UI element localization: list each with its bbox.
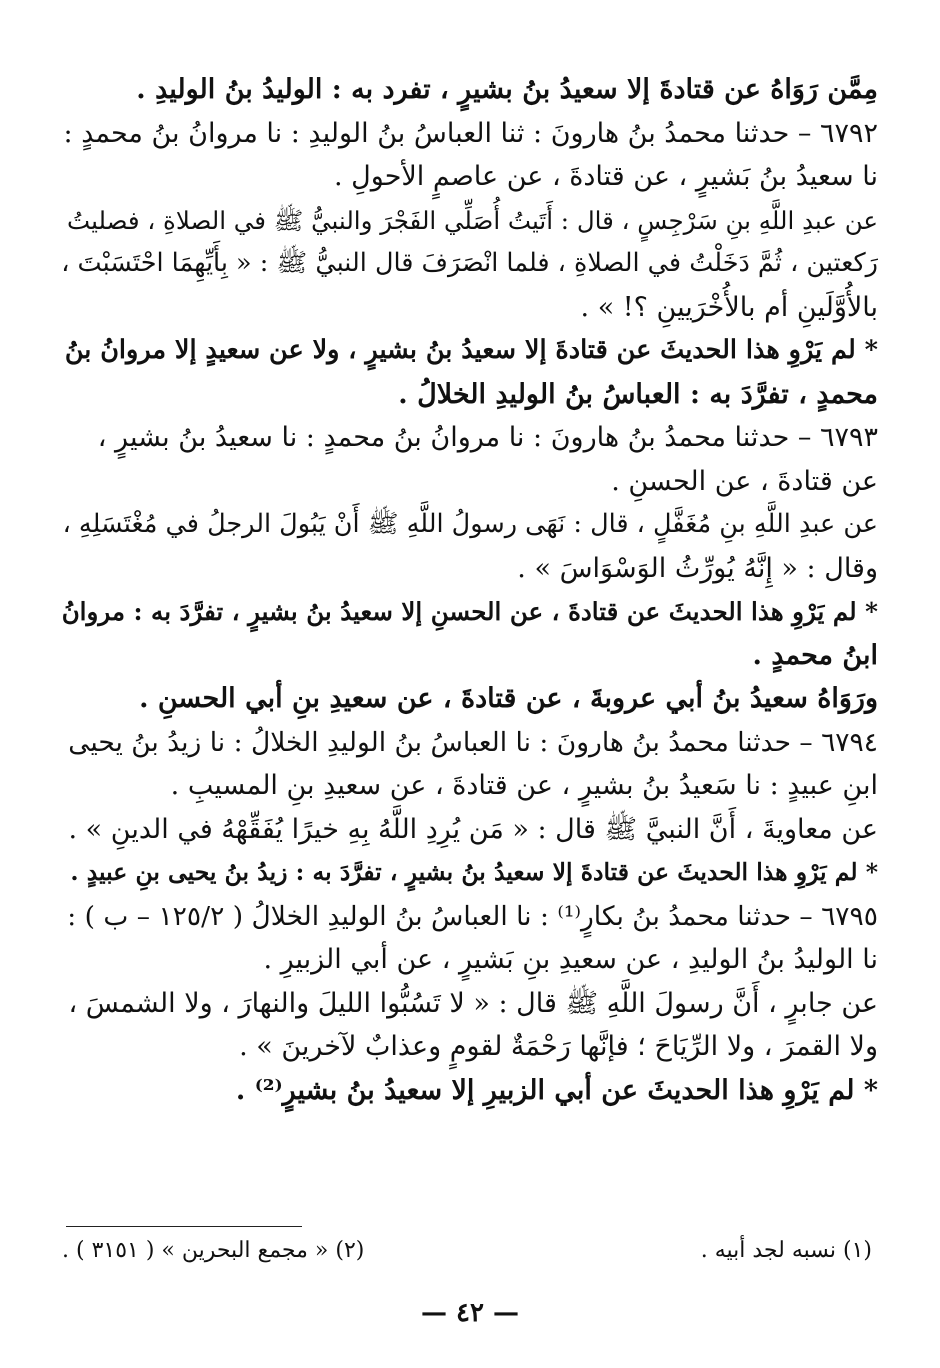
text-line: محمدٍ ، تفرَّدَ به : العباسُ بنُ الوليدِ الخلالُ . bbox=[398, 378, 878, 410]
text-line: رَكعتين ، ثُمَّ دَخَلْتُ في الصلاةِ ، فلما انْصَرَفَ قال النبيُّ ﷺ : « بِأَيِّهِمَا احْتَسَبْتَ ، bbox=[61, 248, 878, 278]
text-line: عن عبدِ اللَّهِ بنِ سَرْجِسٍ ، قال : أَتَيتُ أُصَلِّي الفَجْرَ والنبيُّ ﷺ في الصلاةِ ، فصليتُ bbox=[67, 205, 878, 235]
text-line: عن عبدِ اللَّهِ بنِ مُغَفَّلٍ ، قال : نَهَى رسولُ اللَّهِ ﷺ أَنْ يَبُولَ الرجلُ في مُغْتَسَلِهِ ، bbox=[62, 509, 878, 539]
text-line: ٦٧٩٢ – حدثنا محمدُ بنُ هارونَ : ثنا العباسُ بنُ الوليدِ : نا مروانُ بنُ محمدٍ : bbox=[63, 117, 878, 149]
text-line: * لم يَرْوِ هذا الحديثَ عن أبي الزبيرِ إلا سعيدُ بنُ بشيرٍ⁽²⁾ . bbox=[235, 1074, 878, 1106]
text-line: مِمَّن رَوَاهُ عن قتادةَ إلا سعيدُ بنُ بشيرٍ ، تفرد به : الوليدُ بنُ الوليدِ . bbox=[136, 74, 878, 105]
text-line: عن معاويةَ ، أَنَّ النبيَّ ﷺ قال : « مَن يُرِدِ اللَّهُ بِهِ خيرًا يُفَقِّهْهُ في الدينِ » . bbox=[68, 813, 878, 845]
text-line: * لم يَرْوِ هذا الحديثَ عن قتادةَ إلا سعيدُ بنُ بشيرٍ ، تفرَّدَ به : زيدُ بنُ يحيى بنِ عبيدٍ . bbox=[70, 858, 878, 886]
text-line: ورَوَاهُ سعيدُ بنُ أبي عروبةَ ، عن قتادةَ ، عن سعيدِ بنِ أبي الحسنِ . bbox=[139, 683, 878, 714]
text-line: عن قتادةَ ، عن الحسنِ . bbox=[611, 465, 878, 497]
text-line: ٦٧٩٤ – حدثنا محمدُ بنُ هارونَ : نا العباسُ بنُ الوليدِ الخلالُ : نا زيدُ بنُ يحيى bbox=[68, 726, 878, 758]
text-line: نا سعيدُ بنُ بَشيرٍ ، عن قتادةَ ، عن عاصمٍ الأحولِ . bbox=[333, 161, 878, 192]
text-line: ابنُ محمدٍ . bbox=[752, 639, 878, 671]
footnote-separator bbox=[66, 1226, 302, 1227]
text-line: * لم يَرْوِ هذا الحديثَ عن قتادةَ ، عن الحسنِ إلا سعيدُ بنُ بشيرٍ ، تفرَّدَ به : مروانُ bbox=[61, 597, 878, 626]
main-text-block bbox=[56, 68, 878, 1112]
text-line: عن جابرٍ ، أَنَّ رسولَ اللَّهِ ﷺ قال : « لا تَسُبُّوا الليلَ والنهارَ ، ولا الشمسَ ، bbox=[68, 987, 878, 1019]
text-line: ٦٧٩٥ – حدثنا محمدُ بنُ بكارٍ⁽¹⁾ : نا العباسُ بنُ الوليدِ الخلالُ ( ١٢٥/٢ – ب ) : bbox=[67, 900, 878, 932]
footnotes bbox=[62, 1238, 872, 1263]
text-line: ابنِ عبيدٍ : نا سَعيدُ بنُ بشيرٍ ، عن قتادةَ ، عن سعيدِ بنِ المسيبِ . bbox=[170, 770, 878, 801]
text-line: ٦٧٩٣ – حدثنا محمدُ بنُ هارونَ : نا مروانُ بنُ محمدٍ : نا سعيدُ بنُ بشيرٍ ، bbox=[97, 422, 878, 453]
footnote-2: (٢) « مجمع البحرين » ( ٣١٥١ ) . bbox=[62, 1238, 365, 1263]
text-line: بالأُوَّلَينِ أم بالأُخْرَيينِ ؟! » . bbox=[580, 291, 878, 323]
text-line: وقال : « إِنَّهُ يُورِّثُ الوَسْوَاسَ » . bbox=[517, 552, 878, 584]
page-number: — ٤٢ — bbox=[420, 1298, 520, 1328]
text-line: نا الوليدُ بنُ الوليدِ ، عن سعيدِ بنِ بَشيرٍ ، عن أبي الزبيرِ . bbox=[263, 944, 878, 975]
text-line: * لم يَرْوِ هذا الحديثَ عن قتادةَ إلا سعيدُ بنُ بشيرٍ ، ولا عن سعيدٍ إلا مروانُ بنُ bbox=[64, 335, 878, 365]
footnote-1: (١) نسبه لجد أبيه . bbox=[700, 1238, 872, 1263]
text-line: ولا القمرَ ، ولا الرِّيَاحَ ؛ فإنَّها رَحْمَةٌ لقومٍ وعذابٌ لآخرينَ » . bbox=[239, 1031, 878, 1062]
